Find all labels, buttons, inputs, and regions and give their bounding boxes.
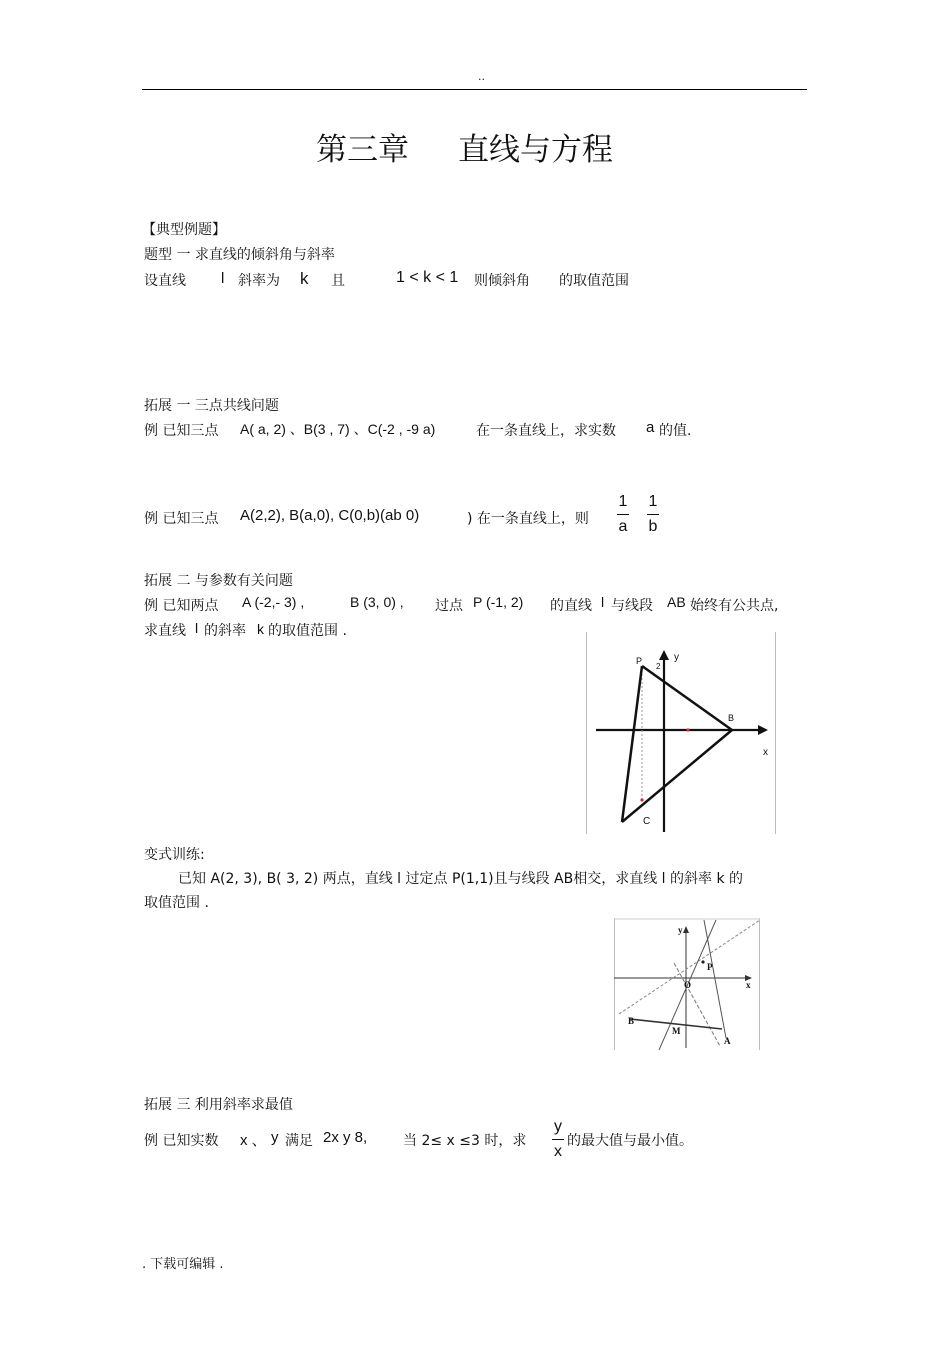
- ext3-text-c: 当 2≤ x ≤3 时，求: [403, 1133, 527, 1149]
- ext3-text-a: 例 已知实数: [144, 1133, 219, 1149]
- type1-heading: 题型 一 求直线的倾斜角与斜率: [144, 247, 335, 263]
- figure-triangle-svg: [586, 632, 776, 834]
- ext1-ex1-text-c: 的值.: [659, 423, 692, 439]
- ext2-point-b: B (3, 0) ,: [350, 594, 404, 610]
- figure-triangle-pbc: [586, 632, 776, 834]
- ext1-ex2-points: A(2,2), B(a,0), C(0,b)(ab 0): [240, 507, 420, 524]
- fraction-bar: [647, 514, 659, 515]
- section-label: 【典型例题】: [142, 222, 226, 238]
- chapter-title: 直线与方程: [458, 132, 613, 168]
- fraction-bar: [552, 1139, 564, 1140]
- ext2-text-c: 过点: [435, 598, 463, 614]
- fraction-numerator: 1: [648, 493, 658, 510]
- header-mark: ..: [478, 70, 485, 83]
- label-p: P: [707, 962, 713, 972]
- ext1-ex1-text-a: 例 已知三点: [144, 423, 219, 439]
- type1-var-l: l: [221, 270, 225, 287]
- footer-note: . 下载可编辑 .: [142, 1257, 224, 1272]
- fraction-1-over-a: [615, 493, 631, 536]
- ext2-text-d: 的直线: [550, 598, 592, 614]
- ext2-l2-text-c: 的取值范围 .: [268, 623, 347, 639]
- figure-lines-through-p: [614, 918, 760, 1050]
- ext3-var-y: y: [271, 1129, 279, 1146]
- ext1-heading: 拓展 一 三点共线问题: [144, 398, 279, 414]
- variant-line-1: 已知 A(2, 3), B( 3, 2) 两点，直线 l 过定点 P(1,1)且与线段 AB相交，求直线 l 的斜率 k 的: [178, 871, 744, 887]
- fraction-numerator: y: [554, 1118, 562, 1135]
- fraction-denominator: x: [554, 1143, 562, 1160]
- label-y-axis: y: [678, 925, 683, 935]
- ext3-text-b: 满足: [285, 1133, 313, 1149]
- type1-text-c: 且: [331, 273, 345, 289]
- label-o: O: [684, 980, 692, 990]
- type1-text-e: 的取值范围: [559, 273, 629, 289]
- ext3-var-x: x 、: [240, 1132, 267, 1149]
- fraction-numerator: 1: [618, 493, 628, 510]
- ext2-point-a: A (-2,- 3) ,: [242, 594, 305, 610]
- type1-text-d: 则倾斜角: [474, 273, 530, 289]
- fraction-denominator: b: [648, 518, 658, 535]
- ext2-text-a: 例 已知两点: [144, 598, 219, 614]
- ext2-var-l: l: [601, 594, 605, 610]
- ext1-ex1-points: A( a, 2) 、B(3 , 7) 、C(-2 , -9 a): [240, 421, 436, 437]
- fraction-denominator: a: [618, 518, 628, 535]
- label-c: C: [643, 816, 651, 827]
- ext2-text-f: 始终有公共点,: [690, 598, 779, 614]
- ext3-heading: 拓展 三 利用斜率求最值: [144, 1097, 293, 1113]
- ext1-ex1-text-b: 在一条直线上，求实数: [476, 423, 616, 439]
- ext2-l2-var-l: l: [195, 620, 199, 636]
- fraction-1-over-b: [645, 493, 661, 536]
- ext2-text-e: 与线段: [611, 598, 653, 614]
- type1-var-k: k: [300, 269, 309, 288]
- label-m: M: [672, 1026, 681, 1036]
- ext2-l2-text-b: 的斜率: [204, 623, 246, 639]
- type1-text-b: 斜率为: [238, 273, 280, 289]
- ext2-point-p: P (-1, 2): [473, 594, 524, 610]
- ext2-l2-text-a: 求直线: [144, 623, 186, 639]
- label-p: P: [636, 656, 643, 666]
- chapter-number: 第三章: [316, 132, 409, 168]
- fraction-y-over-x: [550, 1118, 566, 1161]
- label-b: B: [628, 1016, 635, 1026]
- label-tick-2: 2: [656, 662, 661, 671]
- header-rule: [142, 89, 807, 90]
- ext1-ex2-text-a: 例 已知三点: [144, 511, 219, 527]
- ext2-heading: 拓展 二 与参数有关问题: [144, 573, 293, 589]
- ext1-ex2-text-b: ) 在一条直线上，则: [467, 511, 589, 527]
- ext3-text-d: 的最大值与最小值。: [567, 1133, 693, 1149]
- ext1-ex1-var: a: [646, 419, 655, 436]
- label-b: B: [728, 713, 735, 723]
- type1-inequality: 1 < k < 1: [396, 269, 459, 286]
- variant-line-2: 取值范围 .: [144, 895, 209, 911]
- label-x-axis: x: [746, 980, 751, 990]
- ext2-l2-var-k: k: [257, 621, 264, 637]
- ext3-equation: 2x y 8,: [323, 1129, 368, 1146]
- fraction-bar: [617, 514, 629, 515]
- label-a: A: [724, 1036, 731, 1046]
- label-y-axis: y: [674, 652, 679, 663]
- ext2-segment-ab: AB: [667, 594, 686, 610]
- label-x-axis: x: [763, 747, 768, 758]
- variant-heading: 变式训练:: [144, 847, 205, 863]
- type1-text-a: 设直线: [144, 273, 186, 289]
